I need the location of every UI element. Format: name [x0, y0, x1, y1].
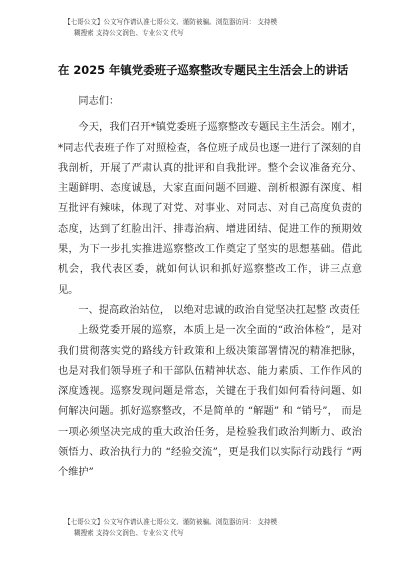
salutation: 同志们：: [78, 96, 120, 107]
footer-line-2: 糊搜索 支持公文润色、专业公文 代写: [74, 529, 184, 537]
document-body: [58, 86, 362, 484]
paragraph-section-1: 上级党委开展的巡察，本质上是一次全面的“政治体检”，是对我们贯彻落实党的路线方针政策和上级决策部署情况的精准把脉，也是对我们领导班子和干部队伍精神状态、能力素质、工作作风的深度透视。巡察发现问题是常态，关键在于我们如何看待问题、如何解决问题。抓好巡察整改，不是简单的 “解题” 和 “销号”， 而是一项必须坚决完成的重大政治任务，是检验我们政治判断力、政治领悟力、政治执行力的 “经验交流”，更是我们以实际行动践行 “两个维护”: [58, 325, 362, 479]
section-heading-1: 一、提高政治站位， 以绝对忠诚的政治自觉坚决扛起整 改责任: [78, 304, 360, 316]
page-footer: [64, 517, 364, 539]
paragraph-intro: 今天，我们召开*镇党委班子巡察整改专题民主生活会。刚才，*同志代表班子作了对照检查，各位班子成员也逐一进行了深刻的自我剖析，开展了严肃认真的批评和自我批评。整个会议准备充分、主题鲜明、态度诚恳，大家直面问题不回避、剖析根源有深度、相互批评有辣味，体现了对党、对事业、对同志、对自己高度负责的态度，达到了红脸出汗、排毒治病、增进团结、促进工作的预期效果，为下一步扎实推进巡察整改工作奠定了坚实的思想基础。借此机会，我代表区委，就如何认识和抓好巡察整改工作，讲三点意见。: [58, 122, 362, 296]
header-line-1: 【七哥公文】公文写作请认准七哥公文、谨防被骗。浏览器访问： 支持模: [64, 18, 278, 26]
document-title: 在 2025 年镇党委班子巡察整改专题民主生活会上的讲话: [58, 63, 349, 77]
page-header: [64, 17, 364, 39]
footer-line-1: 【七哥公文】公文写作请认准七哥公文、谨防被骗。浏览器访问： 支持模: [64, 518, 278, 526]
header-line-2: 糊搜索 支持公文润色、专业公文 代写: [74, 29, 184, 37]
